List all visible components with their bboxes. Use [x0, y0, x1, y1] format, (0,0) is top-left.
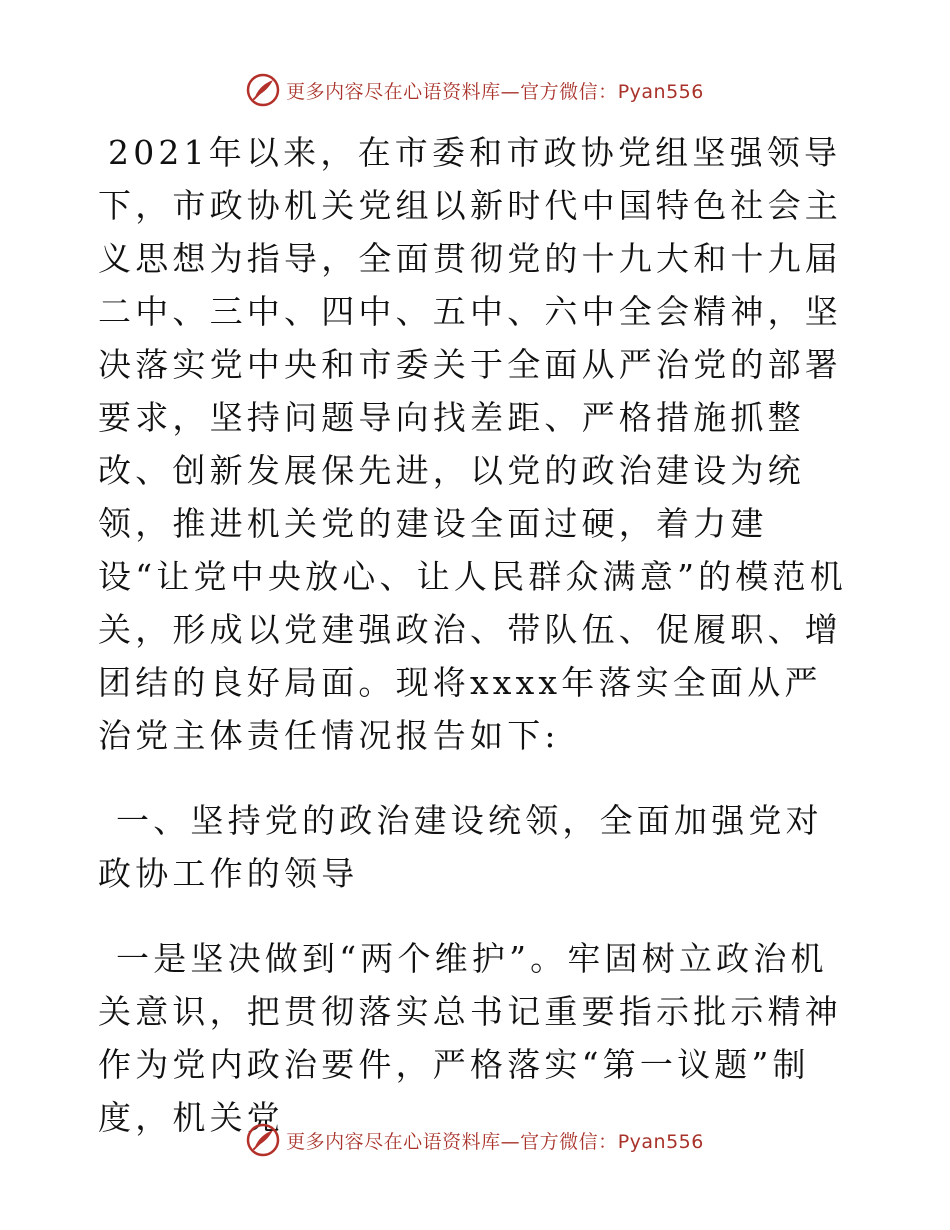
header-brand: 更多内容尽在心语资料库	[286, 80, 501, 103]
section-heading-1: 一、坚持党的政治建设统领，全面加强党对政协工作的领导	[98, 801, 823, 893]
footer-brand: 更多内容尽在心语资料库	[286, 1130, 501, 1153]
footer-wechat-label: 官方微信：	[520, 1130, 618, 1153]
paragraph-intro: 2021年以来，在市委和市政协党组坚强领导下，市政协机关党组以新时代中国特色社会主义思想为指导，全面贯彻党的十九大和十九届二中、三中、四中、五中、六中全会精神，坚决落实党中央和市委关于全面从严治党的部署要求，坚持问题导向找差距、严格措施抓整改、创新发展保先进，以党的政治建设为统领，推进机关党的建设全面过硬，着力建设“让党中央放心、让人民群众满意”的模范机关，形成以党建强政治、带队伍、促履职、增团结的良好局面。现将xxxx年落实全面从严治党主体责任情况报告如下:	[98, 133, 847, 755]
document-body	[98, 126, 850, 1144]
footer-banner	[0, 1120, 950, 1160]
header-wechat-id: Pyan556	[617, 80, 704, 103]
quill-logo-icon	[246, 1123, 280, 1157]
paragraph-two-safeguards: 一是坚决做到“两个维护”。牢固树立政治机关意识，把贯彻落实总书记重要指示批示精神作为党内政治要件，严格落实“第一议题”制度，机关党	[98, 939, 842, 1137]
footer-wechat-id: Pyan556	[617, 1130, 704, 1153]
header-text	[286, 77, 704, 104]
footer-text	[286, 1127, 704, 1154]
footer-separator: —	[500, 1130, 521, 1153]
header-banner	[0, 70, 950, 110]
header-wechat-label: 官方微信：	[520, 80, 618, 103]
header-separator: —	[500, 80, 521, 103]
quill-logo-icon	[246, 73, 280, 107]
